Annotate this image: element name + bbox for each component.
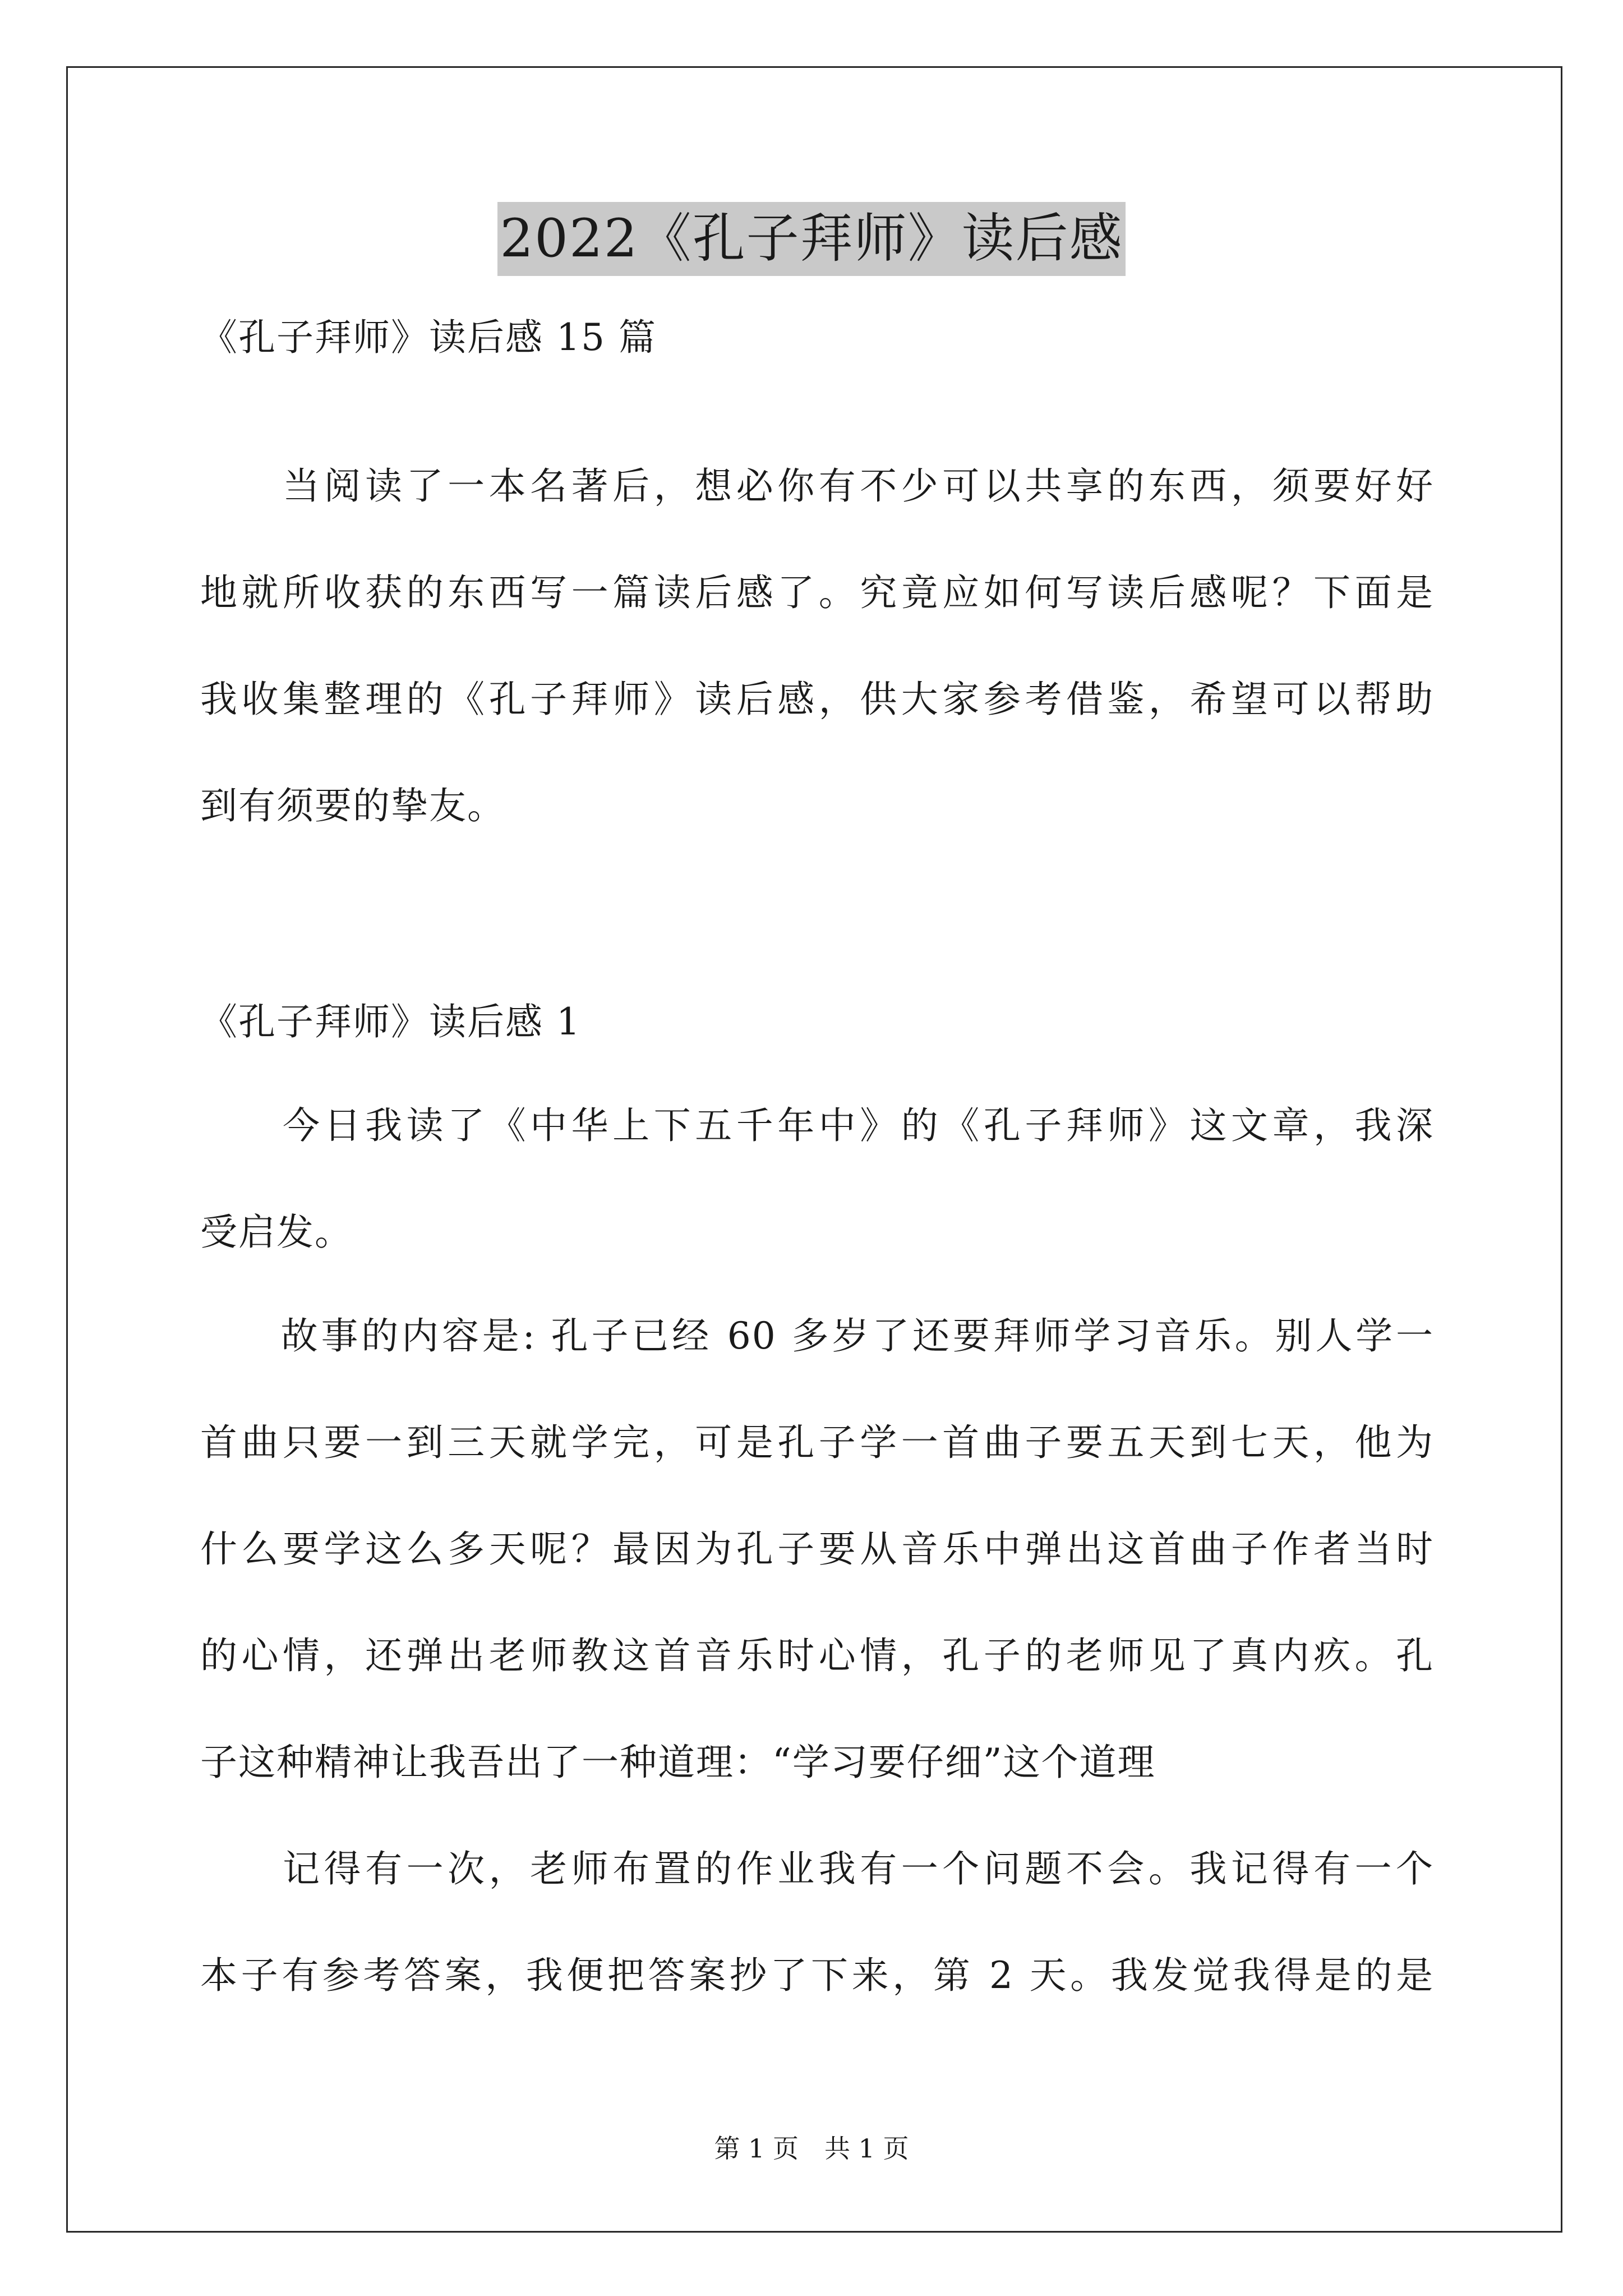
paragraph-line: 今日我读了《中华上下五千年中》的《孔子拜师》这文章，我深 (200, 1104, 1434, 1147)
page-footer: 第 1 页 共 1 页 (714, 2133, 909, 2164)
subtitle-line: 《孔子拜师》读后感 15 篇 (200, 316, 657, 359)
paragraph-line: 地就所收获的东西写一篇读后感了。究竟应如何写读后感呢？下面是 (200, 571, 1434, 614)
paragraph-line: 记得有一次，老师布置的作业我有一个问题不会。我记得有一个 (200, 1847, 1434, 1890)
paragraph-line: 故事的内容是: 孔子已经 60 多岁了还要拜师学习音乐。别人学一 (200, 1314, 1434, 1358)
paragraph-line: 子这种精神让我吾出了一种道理：“学习要仔细”这个道理 (200, 1741, 1156, 1784)
title-wrap (0, 202, 1623, 276)
paragraph-line: 首曲只要一到三天就学完，可是孔子学一首曲子要五天到七天，他为 (200, 1421, 1434, 1464)
paragraph-line: 的心情，还弹出老师教这首音乐时心情，孔子的老师见了真内疚。孔 (200, 1634, 1434, 1677)
paragraph-line: 我收集整理的《孔子拜师》读后感，供大家参考借鉴，希望可以帮助 (200, 678, 1434, 721)
section-heading: 《孔子拜师》读后感 1 (200, 1000, 581, 1043)
paragraph-line: 本子有参考答案，我便把答案抄了下来，第 2 天。我发觉我得是的是 (200, 1954, 1434, 1997)
paragraph-line: 受启发。 (200, 1211, 353, 1254)
paragraph-line: 到有须要的挚友。 (200, 784, 505, 827)
paragraph-line: 当阅读了一本名著后，想必你有不少可以共享的东西，须要好好 (200, 464, 1434, 508)
document-title: 2022《孔子拜师》读后感 (497, 202, 1125, 276)
paragraph-line: 什么要学这么多天呢？最因为孔子要从音乐中弹出这首曲子作者当时 (200, 1527, 1434, 1571)
